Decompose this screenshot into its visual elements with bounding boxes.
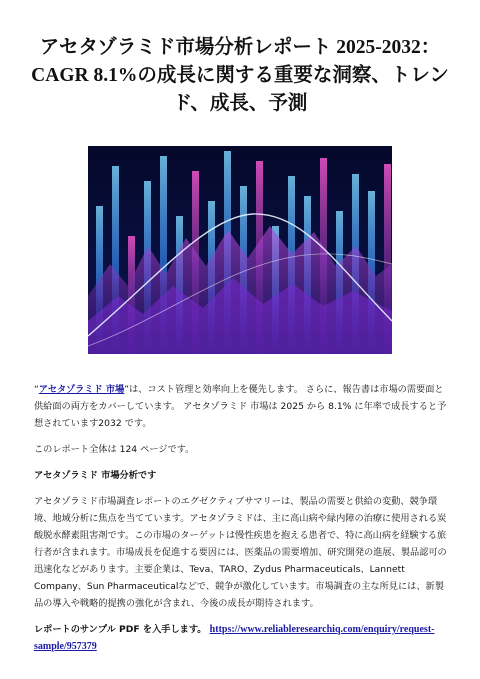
sample-request-link[interactable]: https://www.reliableresearchiq.com/enquiry/request-sample/957379 [34, 624, 435, 652]
intro-text: ”は、コスト管理と効率向上を優先します。 さらに、報告書は市場の需要面と供給面の両方をカバーしています。 アセタゾラミド 市場は 2025 から 8.1% に年率で成長すると予想されています2032 です。 [34, 384, 447, 429]
abstract-chart-graphic [88, 146, 392, 354]
market-link[interactable]: アセタゾラミド 市場 [38, 384, 125, 395]
sample-paragraph [34, 621, 448, 655]
intro-paragraph: “アセタゾラミド 市場”は、コスト管理と効率向上を優先します。 さらに、報告書は市場の需要面と供給面の両方をカバーしています。 アセタゾラミド 市場は 2025 から 8.1% に年率で成長すると予想されています2032 です。 [34, 384, 447, 429]
sample-label: レポートのサンプル PDF を入手します。 [34, 624, 210, 635]
hero-image-data-visualization [88, 146, 392, 354]
article-body [34, 381, 448, 664]
page-title: アセタゾラミド市場分析レポート 2025-2032：CAGR 8.1%の成長に関する重要な洞察、トレンド、成長、予測 [31, 37, 449, 114]
analysis-paragraph: アセタゾラミド市場調査レポートのエグゼクティブサマリーは、製品の需要と供給の変動、競争環境、地域分析に焦点を当てています。アセタゾラミドは、主に高山病や緑内障の治療に使用される炭酸脱水酵素阻害剤です。この市場のターゲットは慢性疾患を抱える患者で、特に高山病を経験する旅行者が含まれます。市場成長を促進する要因には、医薬品の需要増加、研究開発の進展、製品認可の迅速化などがあります。主要企業は、Teva、TARO、Zydus Pharmaceuticals、Lannett Company、Sun Pharmaceuticalなどで、競争が激化しています。市場調査の主な所見には、新製品の導入や戦略的提携の強化が含まれ、今後の成長が期待されます。 [34, 496, 447, 609]
section-heading: アセタゾラミド 市場分析です [34, 470, 157, 481]
page-count-text: このレポート全体は 124 ページです。 [34, 444, 195, 455]
